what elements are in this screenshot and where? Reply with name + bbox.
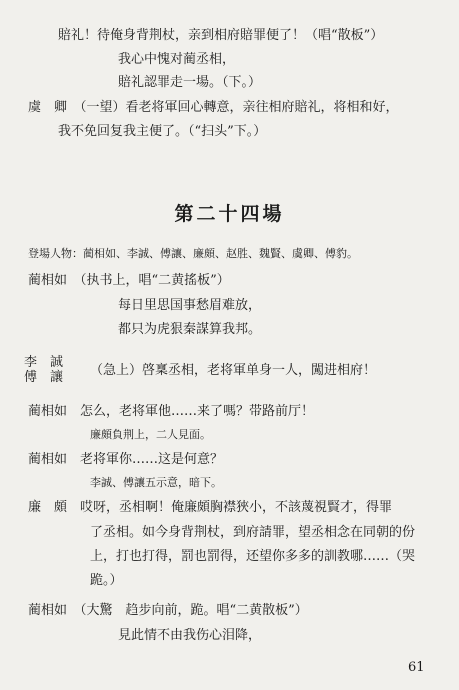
- stage-direction: 廉頗負荆上，二人見面。: [90, 428, 211, 441]
- text-line: 蔺相如 （大驚 趋步向前，跪。唱“二黄散板”）: [28, 603, 308, 618]
- text-line: 上，打也打得，罰也罰得，还望你多多的訓教哪……（哭: [90, 549, 416, 564]
- text-line: 見此情不由我伤心泪降，: [118, 628, 262, 643]
- text-line: 蔺相如 （执书上，唱“二黄搖板”）: [28, 273, 230, 288]
- page-number: 61: [408, 660, 425, 675]
- text-line: 賠礼認罪走一場。（下。）: [118, 75, 262, 90]
- text-line: 我心中愧对蔺丞相，: [118, 52, 236, 67]
- text-line: 廉 頗 哎呀，丞相啊！俺廉頗胸襟狹小，不該蔑視賢才，得罪: [28, 500, 393, 515]
- text-line: 都只为虎狠秦謀算我邦。: [118, 322, 262, 337]
- role-name: 李 誠: [24, 355, 64, 370]
- role-name: 傅 讓: [24, 370, 64, 385]
- text-line: 賠礼！待俺身背荆杖，亲到相府賠罪便了！（唱“散板”）: [58, 28, 384, 43]
- text-line: 了丞相。如今身背荆杖，到府請罪，望丞相念在同朝的份: [90, 525, 416, 540]
- text-line: （急上）啓稟丞相，老将軍单身一人，闖进相府！: [90, 363, 377, 378]
- cast-list: 登場人物：蔺相如、李誠、傅讓、廉頗、赵胜、魏賢、虞卿、傅豹。: [28, 247, 358, 260]
- text-line: 每日里思国事愁眉难放，: [118, 298, 262, 313]
- text-line: 蔺相如 怎么，老将軍他……来了嗎？带路前厅！: [28, 404, 315, 419]
- text-line: 虞 卿 （一望）看老将軍回心轉意，亲往相府賠礼，将相和好，: [28, 100, 399, 115]
- stage-direction: 李誠、傅讓五示意，暗下。: [90, 476, 222, 489]
- text-line: 蔺相如 老将軍你……这是何意？: [28, 452, 224, 467]
- scene-title: 第二十四場: [174, 203, 285, 225]
- text-line: 我不免回复我主便了。（“扫头”下。）: [58, 124, 267, 139]
- text-line: 跪。）: [90, 573, 123, 588]
